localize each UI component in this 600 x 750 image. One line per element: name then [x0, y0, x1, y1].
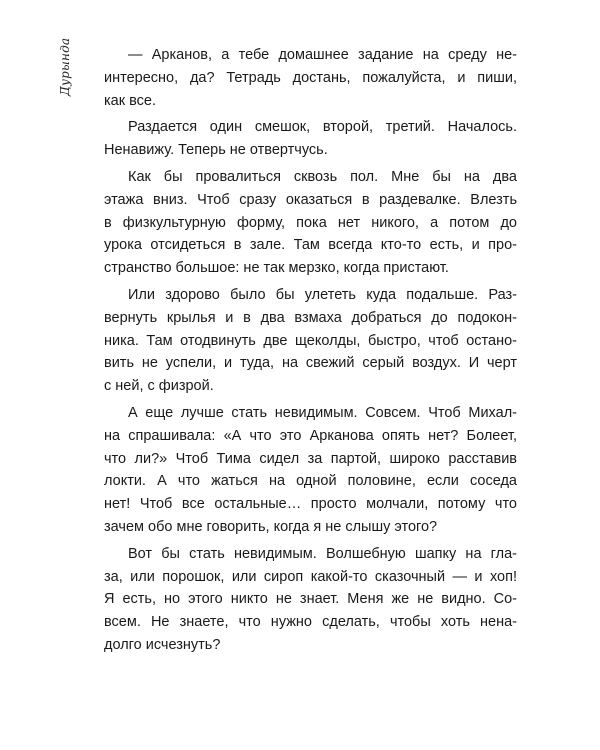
text-line: всем. Не знаете, что нужно сделать, чтобы хоть нена- — [104, 614, 517, 631]
text-line: этажа вниз. Чтоб сразу оказаться в раздевалке. Влезть — [104, 191, 517, 208]
text-line: Ненавижу. Теперь не отвертчусь. — [104, 142, 328, 159]
text-line: с ней, с физрой. — [104, 378, 214, 395]
text-line: как все. — [104, 92, 156, 109]
text-line: в физкультурную форму, пока нет никого, а потом до — [104, 214, 517, 231]
text-line: Раздается один смешок, второй, третий. Началось. — [128, 119, 517, 136]
text-line: локти. А что жаться на одной половине, если соседа — [104, 473, 517, 490]
text-line: долго исчезнуть? — [104, 636, 221, 653]
text-line: Я есть, но этого никто не знает. Меня же не видно. Со- — [104, 591, 517, 608]
text-line: вить не успели, и туда, на свежий серый воздух. И черт — [104, 355, 517, 372]
text-line: Или здорово было бы улететь куда подальше. Раз- — [128, 286, 517, 303]
text-block — [104, 44, 517, 661]
text-line: за, или порошок, или сироп какой-то сказочный — и хоп! — [104, 568, 517, 585]
text-line: интересно, да? Тетрадь достань, пожалуйста, и пиши, — [104, 69, 517, 86]
text-line: А еще лучше стать невидимым. Совсем. Чтоб Михал- — [128, 404, 517, 421]
paragraph — [104, 543, 517, 657]
text-line: на спрашивала: «А что это Арканова опять нет? Болеет, — [104, 427, 517, 444]
paragraph — [104, 284, 517, 398]
text-line: вернуть крылья и в два взмаха добраться до подокон- — [104, 309, 517, 326]
paragraph — [104, 44, 517, 112]
text-line: Вот бы стать невидимым. Волшебную шапку на гла- — [128, 545, 517, 562]
text-line: урока отсидеться в зале. Там всегда кто-то есть, и про- — [104, 237, 517, 254]
text-line: зачем обо мне говорить, когда я не слышу этого? — [104, 518, 438, 535]
paragraph — [104, 166, 517, 280]
paragraph — [104, 402, 517, 539]
running-head: Дурында — [58, 37, 72, 96]
text-line: что ли?» Чтоб Тима сидел за партой, широко расставив — [104, 450, 517, 467]
text-line: Как бы провалиться сквозь пол. Мне бы на два — [128, 168, 517, 185]
text-line: странство большое: не так мерзко, когда пристают. — [104, 260, 449, 277]
paragraph — [104, 116, 517, 162]
text-line: нет! Чтоб все остальные… просто молчали, потому что — [104, 496, 517, 513]
text-line: — Арканов, а тебе домашнее задание на среду не- — [128, 47, 517, 63]
text-line: ника. Там отодвинуть две щеколды, быстро, чтоб остано- — [104, 332, 517, 349]
